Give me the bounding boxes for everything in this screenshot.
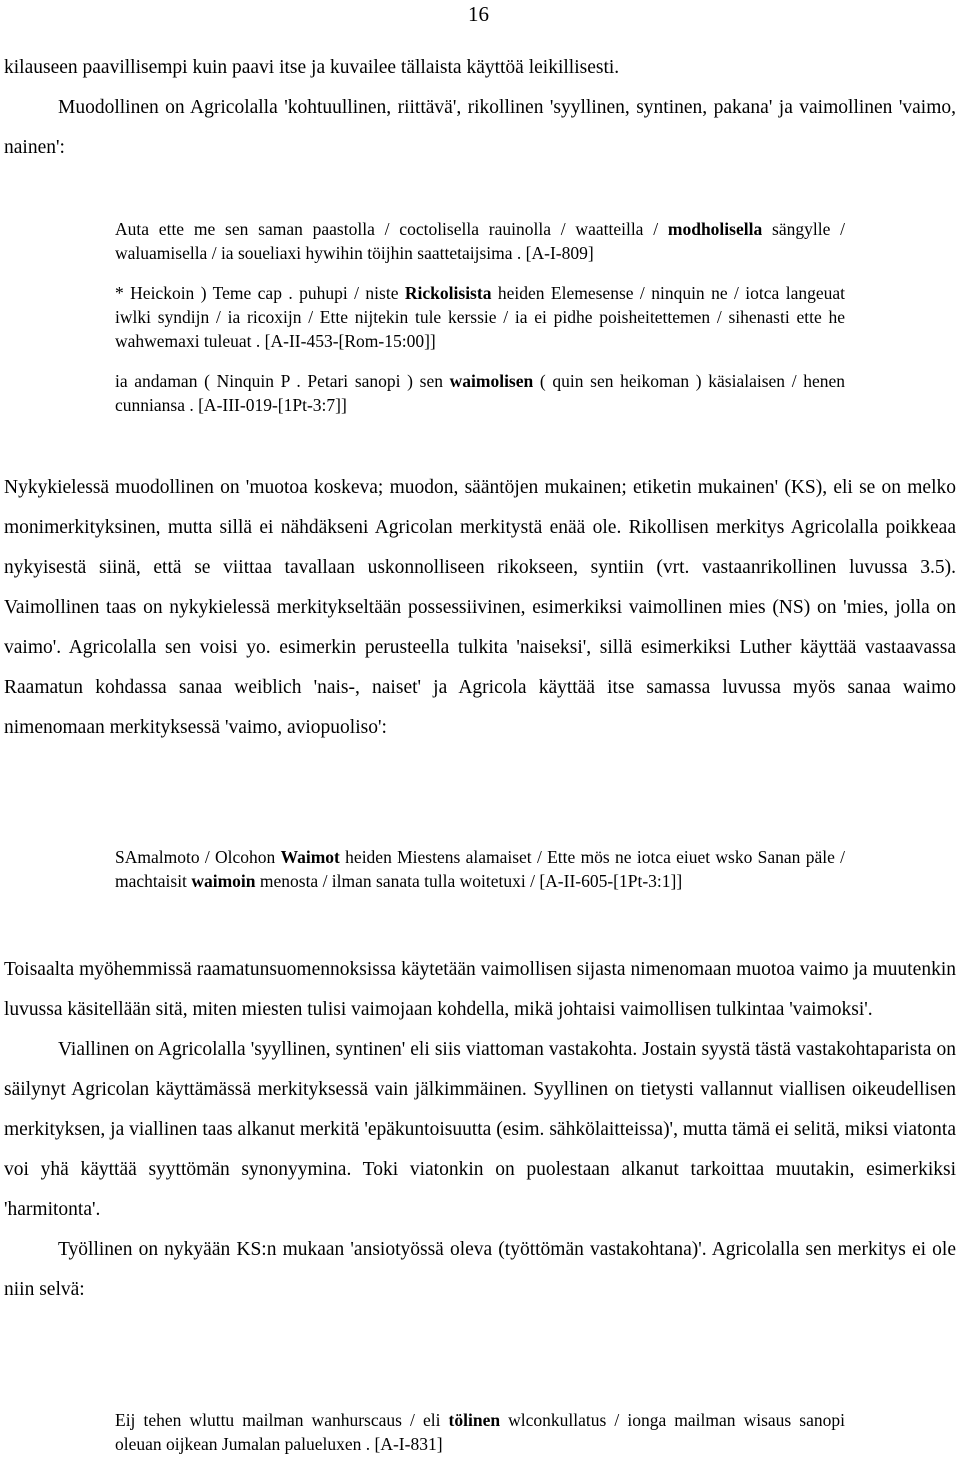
quote-block-1 [115, 217, 845, 417]
quote-example: * Heickoin ) Teme cap . puhupi / niste Rickolisista heiden Elemesense / ninquin ne / iotca langeuat iwlki syndijn / ia ricoxijn / Ette nijtekin tule kerssie / ia ei pidhe poisheitettemen / sihenasti ette he wahwemaxi tuleuat . [A-II-453-[Rom-15:00]] [115, 283, 845, 351]
paragraph-tyollinen: Työllinen on nykyään KS:n mukaan 'ansiotyössä oleva (työttömän vastakohtana)'. Agricolalla sen merkitys ei ole niin selvä: [4, 1239, 956, 1300]
highlight-word: modholisella [667, 219, 763, 239]
quote-block-3 [115, 1408, 845, 1456]
highlight-word: tölinen [448, 1410, 501, 1430]
page-number: 16 [468, 2, 489, 26]
continuation-line: kilauseen paavillisempi kuin paavi itse ja kuvailee tällaista käyttöä leikillisesti. [4, 57, 620, 78]
body-block-2 [4, 468, 956, 748]
highlight-word: waimoin [191, 871, 256, 891]
highlight-word: Waimot [280, 847, 340, 867]
quote-example: Auta ette me sen saman paastolla / coctolisella rauinolla / waatteilla / modholisella sängylle / waluamisella / ia soueliaxi hywihin töijhin saattetaijsima . [A-I-809] [115, 219, 845, 263]
paragraph-viallinen: Viallinen on Agricolalla 'syyllinen, syntinen' eli siis viattoman vastakohta. Jostain syystä tästä vastakohtaparista on säilynyt Agricolan käyttämässä merkityksessä vain jälkimmäinen. Syyllinen on tietysti vallannut viallisen oikeudellisen merkityksen, ja viallinen taas alkanut merkitä 'epäkuntoisuutta (esim. sähkölaitteissa)', mutta tämä ei selitä, miksi viatonta voi yhä käyttää syyttömän synonyymina. Toki viatonkin on puolestaan alkanut tarkoittaa muutakin, esimerkiksi 'harmitonta'. [4, 1039, 956, 1220]
quote-example: Eij tehen wluttu mailman wanhurscaus / eli tölinen wlconkullatus / ionga mailman wisaus sanopi oleuan oijkean Jumalan palueluxen . [A-I-831] [115, 1410, 846, 1454]
body-block-3 [4, 950, 956, 1310]
quote-example: SAmalmoto / Olcohon Waimot heiden Miestens alamaiset / Ette mös ne iotca eiuet wsko Sanan päle / machtaisit waimoin menosta / ilman sanata tulla woitetuxi / [A-II-605-[1Pt-3:1]] [115, 847, 845, 891]
paragraph-nykykielessa: Nykykielessä muodollinen on 'muotoa koskeva; muodon, sääntöjen mukainen; etiketin mukainen' (KS), eli se on melko monimerkityksinen, mutta sillä ei nähdäkseni Agricolan merkitystä enää ole. Rikollisen merkitys Agricolalla poikkeaa nykyisestä siinä, että se viittaa tavallaan uskonnolliseen rikokseen, syntiin (vrt. vastaanrikollinen luvussa 3.5). Vaimollinen taas on nykykielessä merkitykseltään possessiivinen, esimerkiksi vaimollinen mies (NS) on 'mies, jolla on vaimo'. Agricolalla sen voisi yo. esimerkin perusteella tulkita 'naiseksi', sillä esimerkiksi Luther käyttää vastaavassa Raamatun kohdassa sanaa weiblich 'nais-, naiset' ja Agricola käyttää itse samassa luvussa myös sanaa waimo nimenomaan merkityksessä 'vaimo, aviopuoliso': [4, 477, 956, 738]
quote-example: ia andaman ( Ninquin P . Petari sanopi ) sen waimolisen ( quin sen heikoman ) käsialaisen / henen cunniansa . [A-III-019-[1Pt-3:7]] [115, 371, 845, 415]
paragraph-toisaalta: Toisaalta myöhemmissä raamatunsuomennoksissa käytetään vaimollisen sijasta nimenomaan muotoa vaimo ja muutenkin luvussa käsitellään sitä, miten miesten tulisi vaimojaan kohdella, mikä johtaisi vaimollisen tulkintaa 'vaimoksi'. [4, 959, 956, 1020]
paragraph-muodollinen: Muodollinen on Agricolalla 'kohtuullinen, riittävä', rikollinen 'syyllinen, syntinen, pakana' ja vaimollinen 'vaimo, nainen': [4, 97, 956, 158]
quote-block-2 [115, 845, 845, 893]
body-block-1 [4, 48, 956, 168]
highlight-word: waimolisen [449, 371, 534, 391]
highlight-word: Rickolisista [404, 283, 492, 303]
